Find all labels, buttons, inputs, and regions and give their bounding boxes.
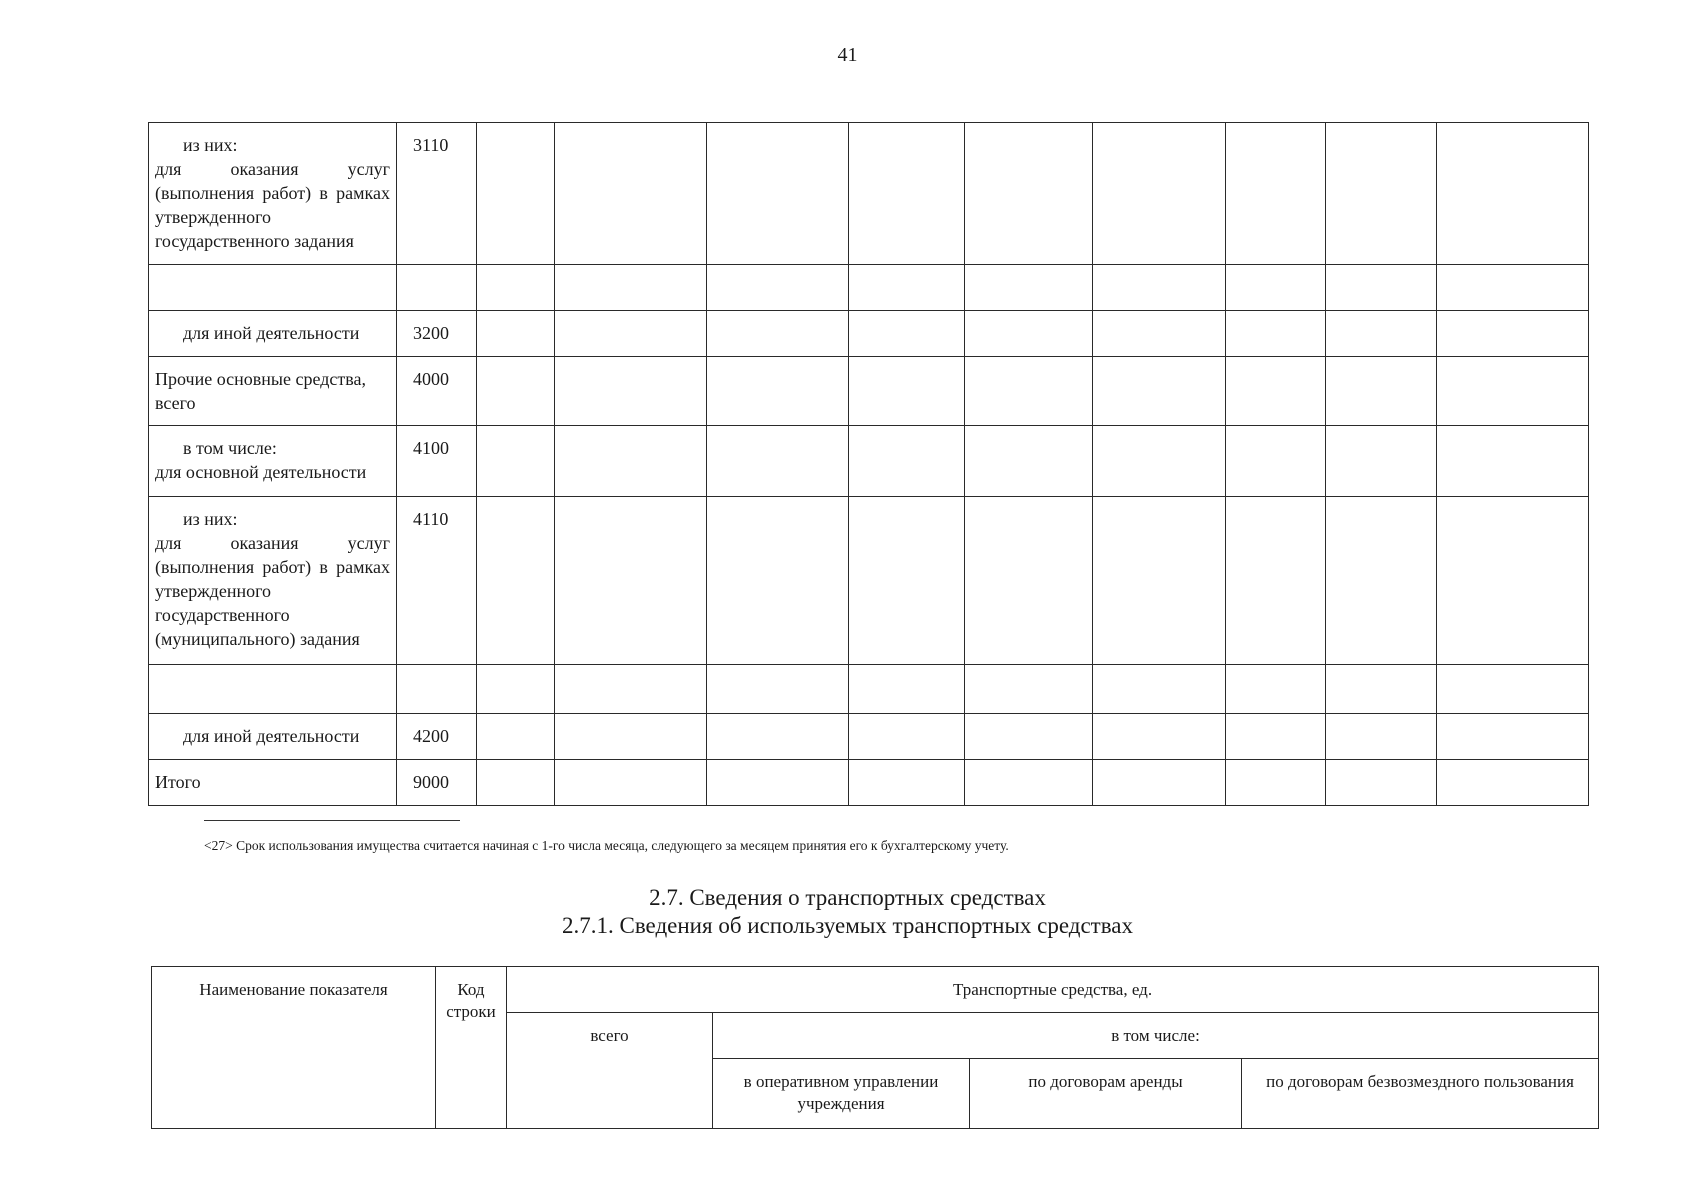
empty-cell <box>477 311 555 357</box>
empty-cell <box>1326 311 1437 357</box>
empty-cell <box>707 714 849 760</box>
empty-cell <box>849 123 965 265</box>
empty-cell <box>849 426 965 497</box>
header-total: всего <box>507 1013 713 1129</box>
row-label <box>149 665 397 714</box>
empty-cell <box>849 497 965 665</box>
empty-cell <box>555 265 707 311</box>
header-including: в том числе: <box>713 1013 1599 1059</box>
row-label-line: для иной деятельности <box>183 323 360 343</box>
row-label <box>149 714 397 760</box>
empty-cell <box>477 357 555 426</box>
section-title: 2.7. Сведения о транспортных средствах <box>649 885 1046 910</box>
empty-cell <box>1093 497 1226 665</box>
table-row <box>149 265 1589 311</box>
empty-cell <box>849 714 965 760</box>
empty-cell <box>477 714 555 760</box>
fixed-assets-table <box>148 122 1589 806</box>
table-row <box>149 760 1589 806</box>
empty-cell <box>477 123 555 265</box>
empty-cell <box>707 311 849 357</box>
table-row <box>149 426 1589 497</box>
empty-cell <box>707 497 849 665</box>
row-code: 9000 <box>397 760 477 806</box>
empty-cell <box>1437 497 1589 665</box>
empty-cell <box>1093 311 1226 357</box>
row-code: 3110 <box>397 123 477 265</box>
row-label-line: Итого <box>155 772 201 792</box>
empty-cell <box>1437 311 1589 357</box>
empty-cell <box>707 123 849 265</box>
empty-cell <box>965 497 1093 665</box>
empty-cell <box>1326 265 1437 311</box>
row-code: 4200 <box>397 714 477 760</box>
table-row <box>149 665 1589 714</box>
empty-cell <box>1437 357 1589 426</box>
empty-cell <box>1093 714 1226 760</box>
empty-cell <box>707 357 849 426</box>
empty-cell <box>1326 426 1437 497</box>
empty-cell <box>1226 760 1326 806</box>
header-lease: по договорам аренды <box>970 1059 1242 1129</box>
row-label-line: для основной деятельности <box>155 462 367 482</box>
empty-cell <box>1093 760 1226 806</box>
row-code: 4100 <box>397 426 477 497</box>
header-line-code: Код строки <box>436 967 507 1129</box>
empty-cell <box>1226 265 1326 311</box>
header-transport-units: Транспортные средства, ед. <box>507 967 1599 1013</box>
row-label <box>149 123 397 265</box>
empty-cell <box>965 265 1093 311</box>
row-label-line: в том числе: <box>183 438 277 458</box>
page-number: 41 <box>837 44 858 66</box>
empty-cell <box>1326 760 1437 806</box>
empty-cell <box>555 714 707 760</box>
empty-cell <box>965 311 1093 357</box>
empty-cell <box>555 497 707 665</box>
empty-cell <box>1226 357 1326 426</box>
row-code <box>397 665 477 714</box>
table-row <box>149 311 1589 357</box>
header-indicator-name: Наименование показателя <box>152 967 436 1129</box>
empty-cell <box>1437 665 1589 714</box>
empty-cell <box>1226 123 1326 265</box>
empty-cell <box>1326 357 1437 426</box>
empty-cell <box>1093 665 1226 714</box>
empty-cell <box>477 265 555 311</box>
empty-cell <box>555 760 707 806</box>
empty-cell <box>849 357 965 426</box>
empty-cell <box>1226 665 1326 714</box>
empty-cell <box>1226 426 1326 497</box>
row-label <box>149 311 397 357</box>
empty-cell <box>849 760 965 806</box>
empty-cell <box>707 426 849 497</box>
transport-table <box>151 966 1599 1129</box>
table-row <box>149 357 1589 426</box>
row-code: 4110 <box>397 497 477 665</box>
empty-cell <box>1437 714 1589 760</box>
empty-cell <box>1226 311 1326 357</box>
row-label-line: из них: <box>183 509 238 529</box>
row-label <box>149 426 397 497</box>
empty-cell <box>555 123 707 265</box>
row-label <box>149 265 397 311</box>
row-label <box>149 357 397 426</box>
empty-cell <box>555 665 707 714</box>
empty-cell <box>1093 265 1226 311</box>
row-label <box>149 760 397 806</box>
empty-cell <box>555 357 707 426</box>
table-row <box>149 714 1589 760</box>
table-row <box>149 123 1589 265</box>
empty-cell <box>849 311 965 357</box>
empty-cell <box>477 426 555 497</box>
subsection-title: 2.7.1. Сведения об используемых транспортных средствах <box>561 913 1133 938</box>
empty-cell <box>1326 497 1437 665</box>
empty-cell <box>1093 123 1226 265</box>
footnote-separator <box>204 820 460 821</box>
header-operative-management: в оперативном управлении учреждения <box>713 1059 970 1129</box>
empty-cell <box>1093 426 1226 497</box>
empty-cell <box>555 311 707 357</box>
table-row <box>149 497 1589 665</box>
empty-cell <box>555 426 707 497</box>
row-label-line: для иной деятельности <box>183 726 360 746</box>
row-label-line: для оказания услуг (выполнения работ) в рамках утвержденного государственного (муниципального) задания <box>155 533 390 649</box>
empty-cell <box>477 760 555 806</box>
empty-cell <box>1326 123 1437 265</box>
row-label-line: Прочие основные средства, всего <box>155 369 366 413</box>
empty-cell <box>965 714 1093 760</box>
row-label-line: для оказания услуг (выполнения работ) в рамках утвержденного государственного задания <box>155 159 390 251</box>
empty-cell <box>849 665 965 714</box>
header-free-use: по договорам безвозмездного пользования <box>1242 1059 1599 1129</box>
empty-cell <box>1226 714 1326 760</box>
empty-cell <box>965 665 1093 714</box>
empty-cell <box>707 265 849 311</box>
empty-cell <box>1437 426 1589 497</box>
empty-cell <box>965 123 1093 265</box>
row-code: 4000 <box>397 357 477 426</box>
row-code: 3200 <box>397 311 477 357</box>
row-label-line: из них: <box>183 135 238 155</box>
empty-cell <box>965 760 1093 806</box>
empty-cell <box>477 665 555 714</box>
empty-cell <box>1437 123 1589 265</box>
empty-cell <box>1326 665 1437 714</box>
empty-cell <box>1326 714 1437 760</box>
empty-cell <box>1093 357 1226 426</box>
row-label <box>149 497 397 665</box>
empty-cell <box>1226 497 1326 665</box>
empty-cell <box>849 265 965 311</box>
empty-cell <box>1437 760 1589 806</box>
footnote-27: <27> Срок использования имущества считается начиная с 1-го числа месяца, следующего за месяцем принятия его к бухгалтерскому учету. <box>204 838 1009 853</box>
row-code <box>397 265 477 311</box>
empty-cell <box>477 497 555 665</box>
empty-cell <box>707 665 849 714</box>
empty-cell <box>965 426 1093 497</box>
empty-cell <box>965 357 1093 426</box>
empty-cell <box>707 760 849 806</box>
empty-cell <box>1437 265 1589 311</box>
